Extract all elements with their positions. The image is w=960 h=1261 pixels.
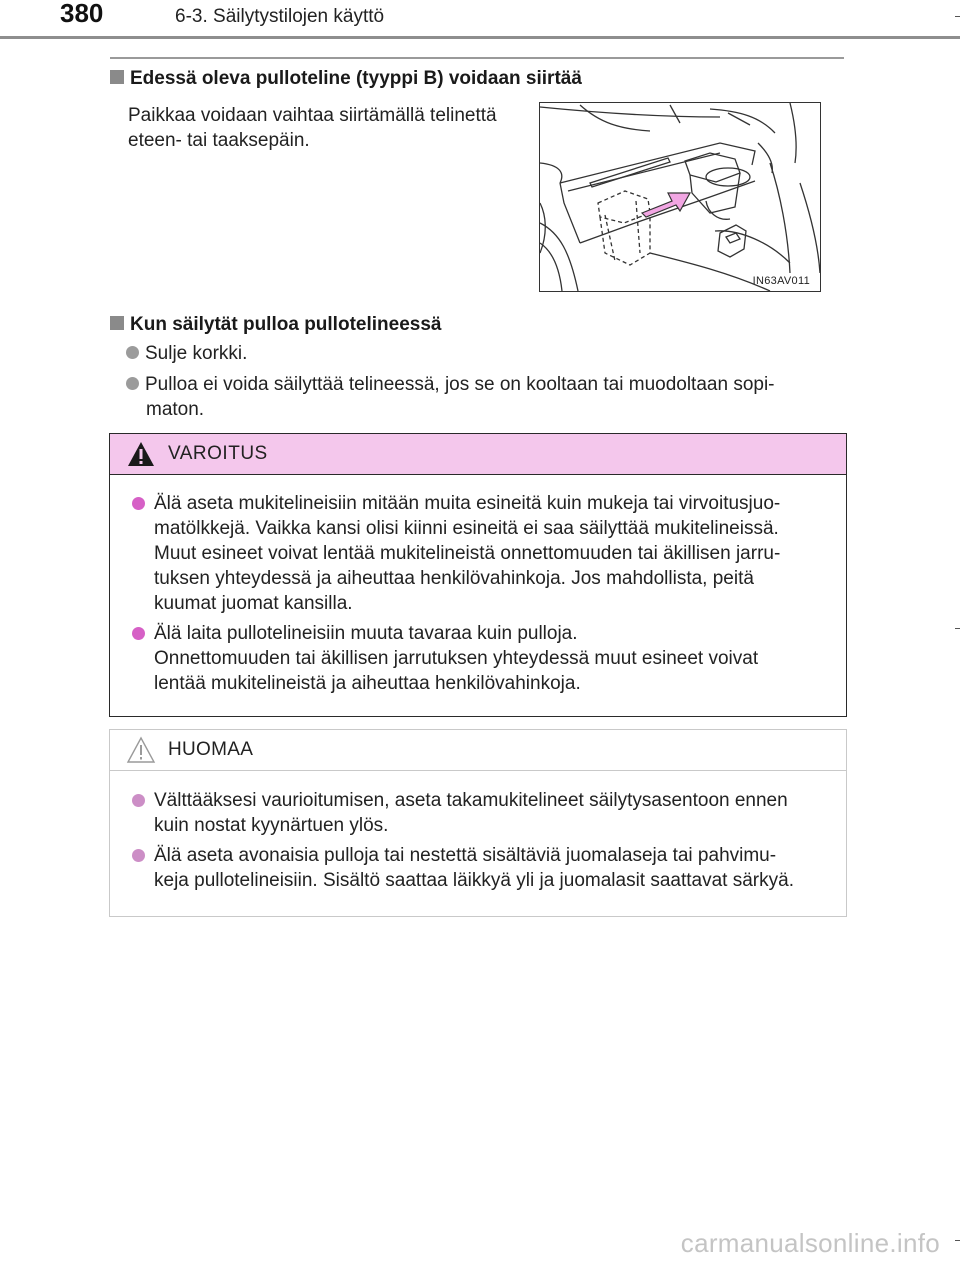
notice-triangle-icon (126, 736, 156, 764)
console-drawing (540, 103, 820, 291)
move-holder-paragraph (128, 103, 497, 153)
lilac-bullet-icon (132, 794, 145, 807)
pink-bullet-icon (132, 627, 145, 640)
margin-tick (955, 16, 960, 17)
notice-line: Älä aseta avonaisia pulloja tai nestettä sisältäviä juomalaseja tai pahvimu- (154, 845, 777, 866)
section-heading-storing-bottle (110, 314, 441, 336)
notice-title: HUOMAA (168, 739, 254, 760)
notice-line: keja pullotelineisiin. Sisältö saattaa läikkyä yli ja juomalasit saattavat särkyä. (154, 870, 794, 891)
warning-line: Älä aseta mukitelineisiin mitään muita esineitä kuin mukeja tai virvoitusjuo- (154, 493, 781, 514)
warning-item (132, 621, 838, 696)
margin-tick (955, 1240, 960, 1241)
notice-line: kuin nostat kyynärtuen ylös. (154, 815, 389, 836)
page-number: 380 (60, 0, 104, 28)
warning-line: matölkkejä. Vaikka kansi olisi kiinni esineitä ei saa säilyttää mukitelineissä. (154, 518, 779, 539)
pink-bullet-icon (132, 497, 145, 510)
warning-line: lentää mukitelineistä ja aiheuttaa henkilövahinkoja. (154, 673, 581, 694)
lilac-bullet-icon (132, 849, 145, 862)
notice-item (132, 788, 838, 838)
warning-header (110, 434, 846, 475)
warning-box (109, 433, 847, 717)
paragraph-line: eteen- tai taaksepäin. (128, 130, 310, 151)
warning-title: VAROITUS (168, 443, 268, 464)
notice-box (109, 729, 847, 917)
bottle-holder-illustration (539, 102, 821, 292)
warning-line: kuumat juomat kansilla. (154, 593, 353, 614)
move-direction-arrow (642, 193, 690, 217)
warning-item (132, 491, 838, 616)
list-item-text: Pulloa ei voida säilyttää telineessä, jos se on kooltaan tai muodoltaan sopi- (145, 374, 775, 395)
watermark: carmanualsonline.info (680, 1228, 940, 1258)
list-item-continuation: maton. (146, 399, 205, 420)
page-header (0, 0, 960, 36)
list-item (126, 372, 844, 397)
margin-tick (955, 628, 960, 629)
square-bullet-icon (110, 70, 124, 84)
notice-line: Välttääksesi vaurioitumisen, aseta takamukitelineet säilytysasentoon ennen (154, 790, 788, 811)
figure-label: IN63AV011 (752, 275, 810, 287)
section-heading-move-holder (110, 68, 582, 90)
heading-text: Kun säilytät pulloa pullotelineessä (130, 314, 442, 335)
warning-line: Onnettomuuden tai äkillisen jarrutuksen yhteydessä muut esineet voivat (154, 648, 759, 669)
header-divider (0, 36, 960, 39)
chapter-title: 6-3. Säilytystilojen käyttö (175, 6, 385, 27)
notice-item (132, 843, 838, 893)
round-bullet-icon (126, 346, 139, 359)
warning-triangle-icon (126, 440, 156, 468)
round-bullet-icon (126, 377, 139, 390)
paragraph-line: Paikkaa voidaan vaihtaa siirtämällä telinettä (128, 105, 497, 126)
list-item-text: Sulje korkki. (145, 343, 248, 364)
section-divider (110, 57, 844, 59)
warning-line: Muut esineet voivat lentää mukitelineistä onnettomuuden tai äkillisen jarru- (154, 543, 781, 564)
list-item (126, 341, 247, 366)
square-bullet-icon (110, 316, 124, 330)
notice-header (110, 730, 846, 771)
heading-text: Edessä oleva pulloteline (tyyppi B) voidaan siirtää (130, 68, 582, 89)
warning-line: tuksen yhteydessä ja aiheuttaa henkilövahinkoja. Jos mahdollista, peitä (154, 568, 754, 589)
warning-line: Älä laita pullotelineisiin muuta tavaraa kuin pulloja. (154, 623, 578, 644)
